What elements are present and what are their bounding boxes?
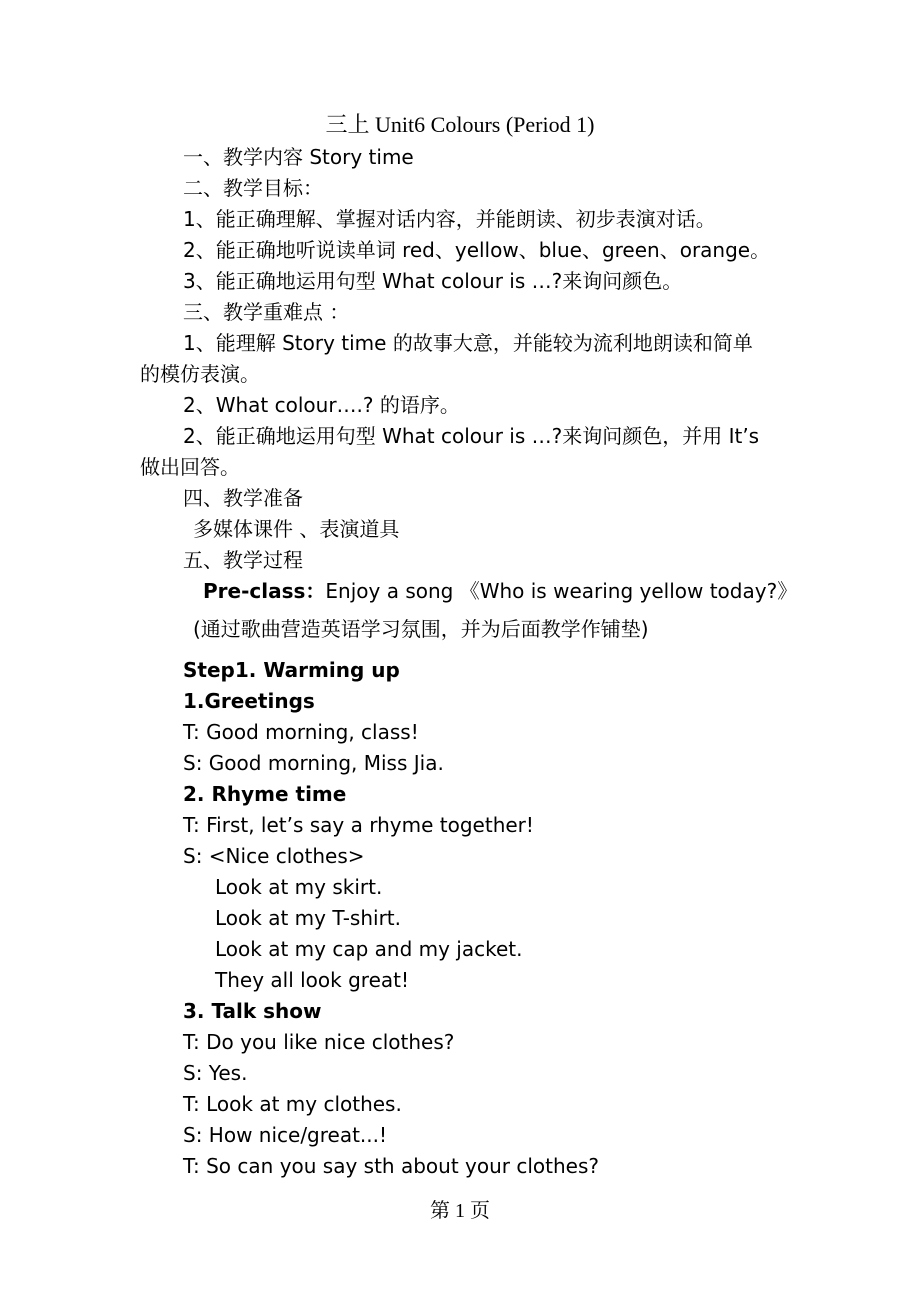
dialogue-line: T: So can you say sth about your clothes? — [183, 1154, 599, 1178]
preclass-label: Pre-class： — [203, 579, 326, 603]
rhyme-line: They all look great! — [215, 968, 409, 992]
prep-text: 多媒体课件 、表演道具 — [193, 517, 400, 541]
section-keypoints-heading: 三、教学重难点 ： — [183, 300, 350, 324]
dialogue-line: T: Good morning, class! — [183, 720, 419, 744]
goal-item-3: 3、能正确地运用句型 What colour is …?来询问颜色。 — [183, 269, 683, 293]
keypoint-3-line-2: 做出回答。 — [140, 455, 240, 479]
section-content-heading: 一、教学内容 Story time — [183, 145, 414, 169]
preclass-text: Enjoy a song 《Who is wearing yellow today?》 — [325, 579, 798, 603]
dialogue-line: S: Good morning, Miss Jia. — [183, 751, 444, 775]
goal-item-2: 2、能正确地听说读单词 red、yellow、blue、green、orange。 — [183, 238, 771, 262]
section-process-heading: 五、教学过程 — [183, 548, 303, 572]
keypoint-2: 2、What colour….? 的语序。 — [183, 393, 460, 417]
dialogue-line: T: Do you like nice clothes? — [183, 1030, 455, 1054]
page-title: 三上 Unit6 Colours (Period 1) — [325, 112, 595, 137]
greetings-heading: 1.Greetings — [183, 689, 315, 713]
dialogue-line: T: Look at my clothes. — [183, 1092, 402, 1116]
rhyme-line: Look at my skirt. — [215, 875, 383, 899]
preclass-line — [203, 576, 797, 606]
section-goals-heading: 二、教学目标： — [183, 176, 323, 200]
dialogue-line: S: How nice/great...! — [183, 1123, 388, 1147]
dialogue-line: T: First, let’s say a rhyme together! — [183, 813, 534, 837]
rhyme-heading: 2. Rhyme time — [183, 782, 347, 806]
keypoint-1-line-1: 1、能理解 Story time 的故事大意，并能较为流利地朗读和简单 — [183, 331, 753, 355]
keypoint-1-line-2: 的模仿表演。 — [140, 362, 260, 386]
section-prep-heading: 四、教学准备 — [183, 486, 303, 510]
page-number: 第 1 页 — [430, 1200, 490, 1222]
dialogue-line: S: <Nice clothes> — [183, 844, 365, 868]
rhyme-line: Look at my cap and my jacket. — [215, 937, 523, 961]
preclass-note: (通过歌曲营造英语学习氛围，并为后面教学作铺垫) — [193, 617, 649, 641]
goal-item-1: 1、能正确理解、掌握对话内容，并能朗读、初步表演对话。 — [183, 207, 716, 231]
rhyme-line: Look at my T-shirt. — [215, 906, 402, 930]
keypoint-3-line-1: 2、能正确地运用句型 What colour is …?来询问颜色，并用 It’s — [183, 424, 760, 448]
dialogue-line: S: Yes. — [183, 1061, 248, 1085]
step1-heading: Step1. Warming up — [183, 658, 400, 682]
talk-show-heading: 3. Talk show — [183, 999, 322, 1023]
